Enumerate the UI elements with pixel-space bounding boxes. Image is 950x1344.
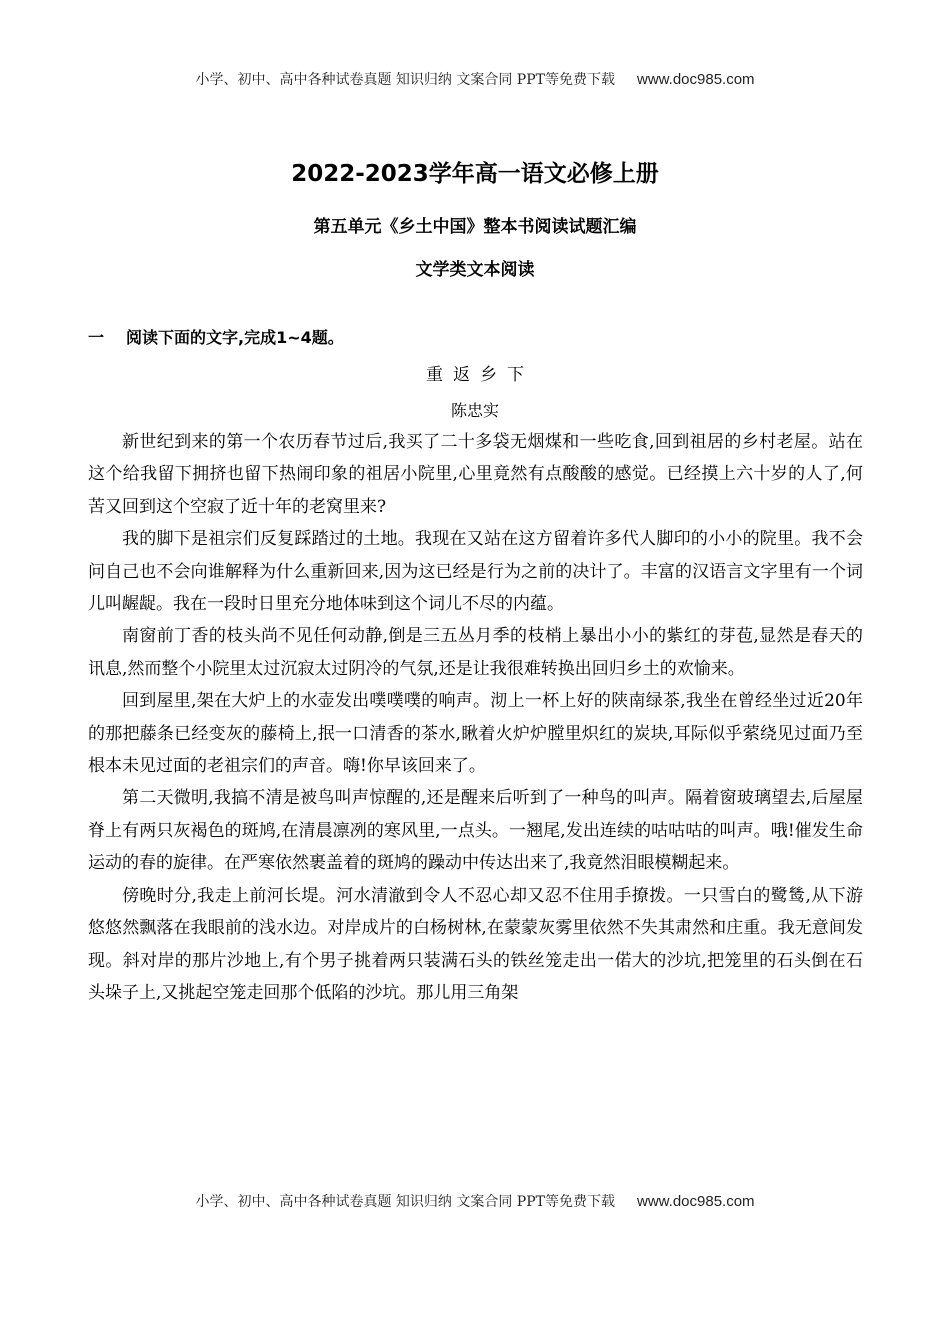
section-title: 文学类文本阅读 <box>415 260 535 280</box>
article-paragraph: 我的脚下是祖宗们反复踩踏过的土地。我现在又站在这方留着许多代人脚印的小小的院里。我不会问自己也不会向谁解释为什么重新回来,因为这已经是行为之前的决计了。丰富的汉语言文字里有一个词儿叫龌龊。我在一段时日里充分地体味到这个词儿不尽的内蕴。 <box>88 529 863 615</box>
article-paragraph: 第二天微明,我搞不清是被鸟叫声惊醒的,还是醒来后听到了一种鸟的叫声。隔着窗玻璃望去,后屋屋脊上有两只灰褐色的斑鸠,在清晨凛冽的寒风里,一点头。一翘尾,发出连续的咕咕咕的叫声。哦!催发生命运动的春的旋律。在严寒依然裹盖着的斑鸠的躁动中传达出来了,我竟然泪眼模糊起来。 <box>88 788 863 874</box>
banner-site-link[interactable]: www.doc985.com <box>636 71 755 88</box>
article-title: 重返乡下 <box>426 365 534 385</box>
article-author: 陈忠实 <box>450 401 499 420</box>
article-paragraph: 南窗前丁香的枝头尚不见任何动静,倒是三五丛月季的枝梢上暴出小小的紫红的芽苞,显然是春天的讯息,然而整个小院里太过沉寂太过阴冷的气氛,还是让我很难转换出回归乡土的欢愉来。 <box>88 626 863 679</box>
question-instruction <box>88 325 344 348</box>
top-banner <box>0 69 950 89</box>
bottom-banner <box>0 1191 950 1211</box>
article-body <box>88 426 863 1009</box>
article-paragraph: 傍晚时分,我走上前河长堤。河水清澈到令人不忍心却又忍不住用手撩拨。一只雪白的鹭鸶,从下游悠悠然飘落在我眼前的浅水边。对岸成片的白杨树林,在蒙蒙灰雾里依然不失其肃然和庄重。我无意间发现。斜对岸的那片沙地上,有个男子挑着两只装满石头的铁丝笼走出一偌大的沙坑,把笼里的石头倒在石头垛子上,又挑起空笼走回那个低陷的沙坑。那儿用三角架 <box>88 885 863 1003</box>
article-paragraph: 新世纪到来的第一个农历春节过后,我买了二十多袋无烟煤和一些吃食,回到祖居的乡村老屋。站在这个给我留下拥挤也留下热闹印象的祖居小院里,心里竟然有点酸酸的感觉。已经摸上六十岁的人了,何苦又回到这个空寂了近十年的老窝里来? <box>88 432 863 517</box>
banner-site-link[interactable]: www.doc985.com <box>636 1193 755 1210</box>
question-text: 阅读下面的文字,完成1~4题。 <box>126 328 344 347</box>
document-title: 2022-2023学年高一语文必修上册 <box>291 161 659 187</box>
banner-text: 小学、初中、高中各种试卷真题 知识归纳 文案合同 PPT等免费下载 <box>195 72 615 88</box>
document-subtitle: 第五单元《乡土中国》整本书阅读试题汇编 <box>313 217 637 237</box>
question-number: 一 <box>88 328 105 347</box>
article-paragraph: 回到屋里,架在大炉上的水壶发出噗噗噗的响声。沏上一杯上好的陕南绿茶,我坐在曾经坐过近20年的那把藤条已经变灰的藤椅上,抿一口清香的茶水,瞅着火炉炉膛里炽红的炭块,耳际似乎萦绕见过面乃至根本未见过面的老祖宗们的声音。嗨!你早该回来了。 <box>88 691 863 777</box>
banner-text: 小学、初中、高中各种试卷真题 知识归纳 文案合同 PPT等免费下载 <box>195 1194 615 1210</box>
